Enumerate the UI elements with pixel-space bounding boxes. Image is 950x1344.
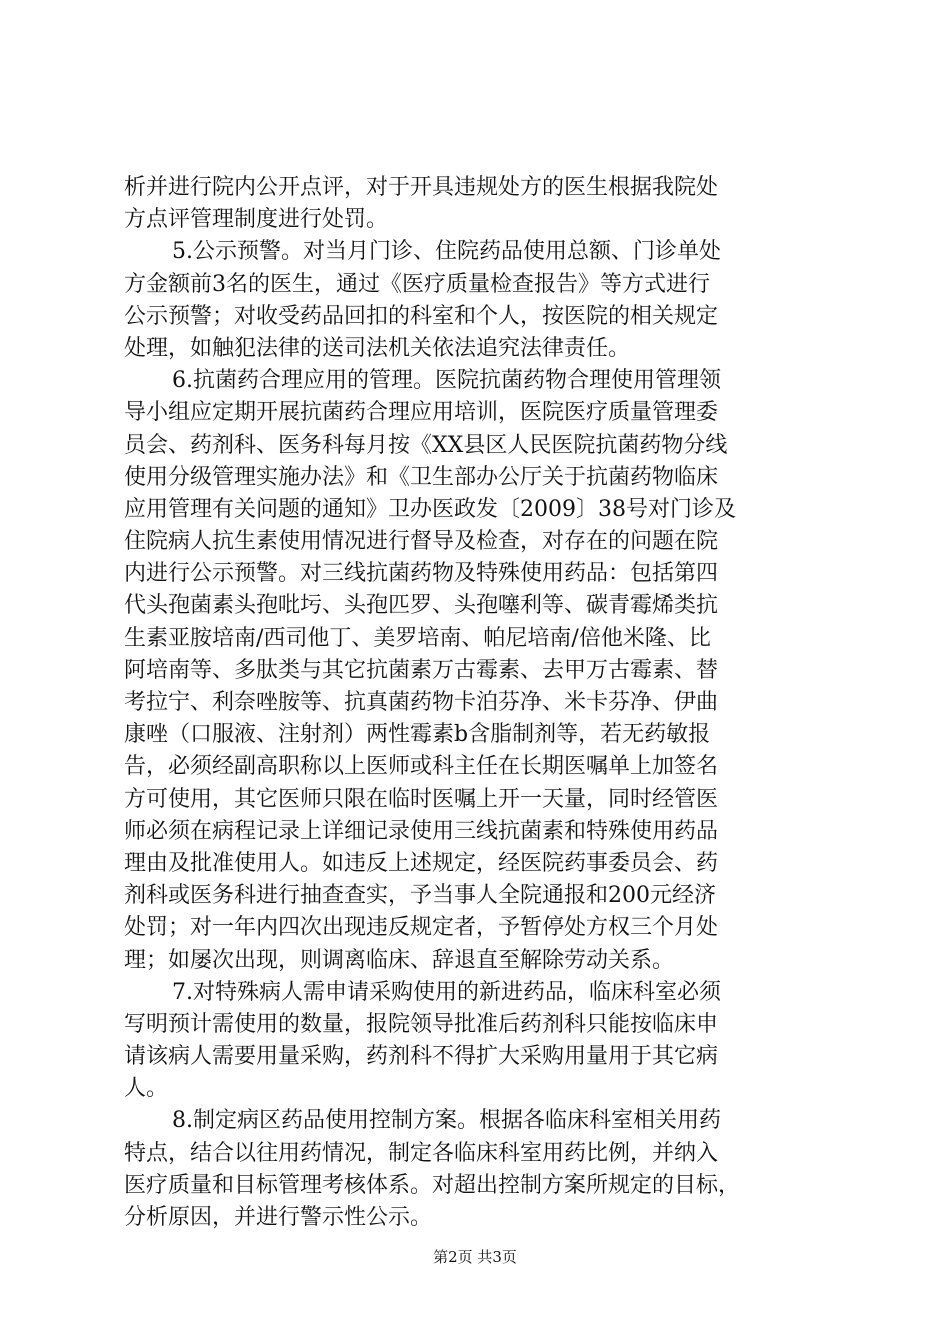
text-line: 方金额前3名的医生，通过《医疗质量检查报告》等方式进行	[124, 271, 710, 297]
text-line: 内进行公示预警。对三线抗菌药物及特殊使用药品：包括第四	[124, 561, 719, 587]
page-number-footer: 第2页 共3页	[433, 1248, 517, 1266]
text-line: 特点，结合以往用药情况，制定各临床科室用药比例，并纳入	[124, 1140, 719, 1166]
text-line: 生素亚胺培南/西司他丁、美罗培南、帕尼培南/倍他米隆、比	[124, 625, 711, 651]
text-line: 住院病人抗生素使用情况进行督导及检查，对存在的问题在院	[124, 529, 719, 555]
text-line: 7.对特殊病人需申请采购使用的新进药品，临床科室必须	[172, 979, 721, 1005]
text-line: 考拉宁、利奈唑胺等、抗真菌药物卡泊芬净、米卡芬净、伊曲	[124, 690, 719, 715]
text-line: 方可使用，其它医师只限在临时医嘱上开一天量，同时经管医	[124, 786, 719, 812]
text-line: 处罚；对一年内四次出现违反规定者，予暂停处方权三个月处	[124, 915, 719, 941]
text-line: 导小组应定期开展抗菌药合理应用培训，医院医疗质量管理委	[124, 400, 719, 426]
text-line: 康唑（口服液、注射剂）两性霉素b含脂制剂等，若无药敏报	[124, 722, 711, 748]
text-line: 请该病人需要用量采购，药剂科不得扩大采购用量用于其它病	[124, 1044, 719, 1070]
text-line: 阿培南等、多肽类与其它抗菌素万古霉素、去甲万古霉素、替	[124, 657, 719, 683]
text-line: 分析原因，并进行警示性公示。	[124, 1205, 433, 1230]
text-line: 使用分级管理实施办法》和《卫生部办公厅关于抗菌药物临床	[124, 464, 719, 490]
text-line: 析并进行院内公开点评，对于开具违规处方的医生根据我院处	[124, 175, 719, 200]
text-line: 方点评管理制度进行处罚。	[124, 207, 389, 233]
text-line: 公示预警；对收受药品回扣的科室和个人，按医院的相关规定	[124, 303, 719, 329]
text-line: 理由及批准使用人。如违反上述规定，经医院药事委员会、药	[124, 850, 719, 876]
text-line: 理；如屡次出现，则调离临床、辞退直至解除劳动关系。	[124, 947, 675, 973]
text-line: 人。	[124, 1076, 169, 1102]
text-line: 员会、药剂科、医务科每月按《XX县区人民医院抗菌药物分线	[124, 432, 728, 458]
text-line: 剂科或医务科进行抽查查实，予当事人全院通报和200元经济	[124, 883, 716, 909]
text-line: 写明预计需使用的数量，报院领导批准后药剂科只能按临床申	[124, 1011, 719, 1037]
text-line: 5.公示预警。对当月门诊、住院药品使用总额、门诊单处	[172, 239, 721, 265]
document-body	[124, 172, 830, 1234]
text-line: 应用管理有关问题的通知》卫办医政发〔2009〕38号对门诊及	[124, 496, 736, 522]
text-line: 8.制定病区药品使用控制方案。根据各临床科室相关用药	[172, 1108, 721, 1134]
text-line: 6.抗菌药合理应用的管理。医院抗菌药物合理使用管理领	[172, 368, 721, 394]
text-line: 师必须在病程记录上详细记录使用三线抗菌素和特殊使用药品	[124, 818, 719, 844]
text-line: 处理，如触犯法律的送司法机关依法追究法律责任。	[124, 335, 631, 361]
text-line: 医疗质量和目标管理考核体系。对超出控制方案所规定的目标，	[124, 1172, 741, 1198]
text-line: 告，必须经副高职称以上医师或科主任在长期医嘱单上加签名	[124, 754, 719, 780]
text-line: 代头孢菌素头孢吡圬、头孢匹罗、头孢噻利等、碳青霉烯类抗	[124, 593, 719, 619]
